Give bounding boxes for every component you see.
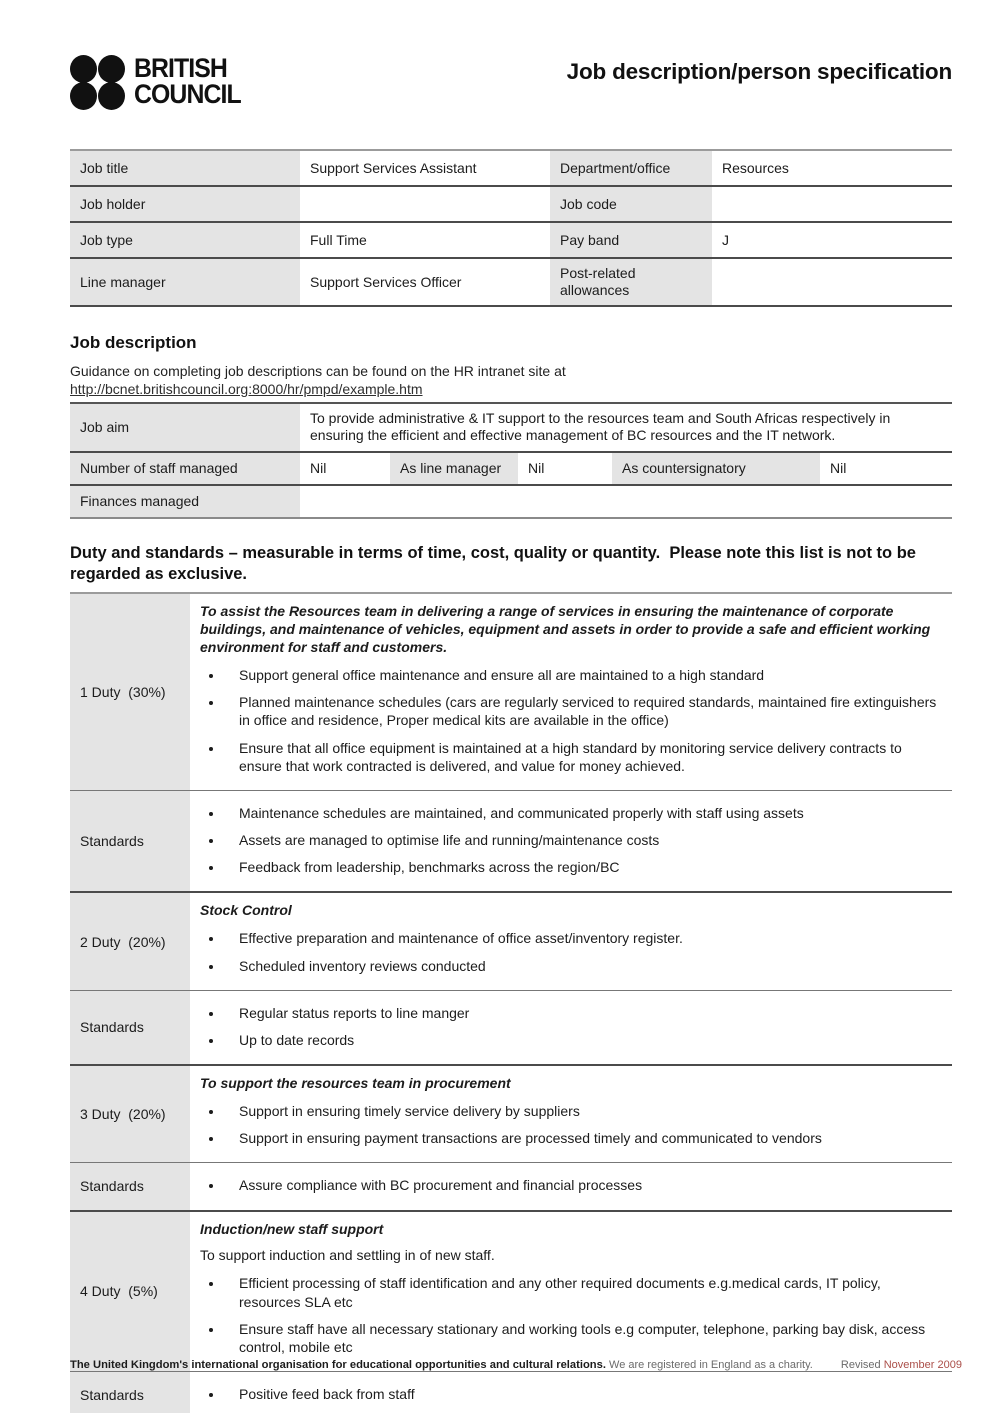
guidance-text	[70, 362, 952, 398]
job-holder-value	[300, 186, 550, 222]
job-type-value: Full Time	[310, 232, 367, 248]
job-aim-table	[70, 402, 952, 519]
duty-3-bullet-list	[200, 1102, 944, 1147]
job-holder-label: Job holder	[70, 186, 300, 222]
table-row	[70, 258, 952, 306]
line-manager-value: Support Services Officer	[310, 273, 462, 290]
duty-4-note: To support induction and settling in of new staff.	[200, 1247, 495, 1264]
duty-3-label: 3 Duty (20%)	[70, 1065, 190, 1163]
logo-dot-icon	[70, 55, 97, 83]
page-title: Job description/person specification	[566, 59, 952, 84]
logo-word-british: BRITISH	[134, 53, 227, 84]
job-code-value	[712, 186, 952, 222]
logo-dots-icon	[70, 55, 125, 109]
job-aim-label: Job aim	[70, 403, 300, 452]
table-row-standards-1	[70, 790, 952, 892]
list-item: • Assure compliance with BC procurement and financial processes	[224, 1176, 944, 1194]
as-countersignatory-label: As countersignatory	[612, 452, 820, 485]
table-row-standards-3	[70, 1163, 952, 1211]
standards-3-label: Standards	[70, 1163, 190, 1211]
post-related-allowances-label: Post-related allowances	[550, 258, 712, 306]
department-office-value: Resources	[722, 160, 789, 176]
list-item: • Assets are managed to optimise life and running/maintenance costs	[224, 831, 944, 849]
as-line-manager-value: Nil	[528, 459, 545, 476]
footer-charity-text	[70, 1358, 813, 1373]
footer-registered-text: We are registered in England as a charity.	[609, 1359, 813, 1371]
staff-managed-label: Number of staff managed	[70, 452, 300, 485]
revised-date: November 2009	[883, 1359, 962, 1371]
revised-label: Revised	[840, 1359, 881, 1371]
duty-standards-table	[70, 592, 952, 1413]
duty-1-label: 1 Duty (30%)	[70, 593, 190, 790]
logo-word-council: COUNCIL	[134, 79, 241, 109]
pay-band-label: Pay band	[550, 222, 712, 258]
standards-4-content	[190, 1372, 952, 1413]
duty-2-intro: Stock Control	[200, 902, 292, 919]
duty-3-content	[190, 1065, 952, 1163]
list-item: • Scheduled inventory reviews conducted	[224, 957, 944, 975]
list-item: • Feedback from leadership, benchmarks across the region/BC	[224, 858, 944, 876]
duty-2-label: 2 Duty (20%)	[70, 892, 190, 990]
standards-1-content	[190, 790, 952, 892]
list-item: • Regular status reports to line manger	[224, 1004, 944, 1022]
table-row	[70, 150, 952, 186]
footer-revised	[841, 1358, 962, 1372]
list-item: • Positive feed back from staff	[224, 1385, 944, 1403]
duty-4-intro: Induction/new staff support	[200, 1220, 384, 1237]
guidance-sentence: Guidance on completing job descriptions can be found on the HR intranet site at	[70, 362, 566, 379]
table-row	[70, 403, 952, 452]
table-row	[70, 222, 952, 258]
logo-dot-icon	[98, 82, 125, 110]
list-item: • Effective preparation and maintenance of office asset/inventory register.	[224, 929, 944, 947]
finances-managed-label: Finances managed	[70, 485, 300, 518]
table-row-duty-2	[70, 892, 952, 990]
list-item: • Support general office maintenance and ensure all are maintained to a high standard	[224, 666, 944, 684]
duty-1-intro: To assist the Resources team in delivering a range of services in ensuring the maintenance of corporate buildings, and maintenance of vehicles, equipment and assets in order to provide a safe and efficient working environment for staff and customers.	[200, 603, 931, 656]
job-info-table	[70, 149, 952, 307]
standards-3-bullet-list	[200, 1176, 944, 1194]
footer-organisation-text: The United Kingdom's international organisation for educational opportunities and cultural relations.	[70, 1359, 606, 1371]
as-line-manager-label: As line manager	[390, 452, 518, 485]
duty-4-label: 4 Duty (5%)	[70, 1211, 190, 1372]
duty-1-content	[190, 593, 952, 790]
standards-1-bullet-list	[200, 804, 944, 877]
duty-2-content	[190, 892, 952, 990]
list-item: • Planned maintenance schedules (cars are regularly serviced to required standards, maintained fire extinguishers in office and residence, Proper medical kits are available in the office)	[224, 693, 944, 729]
standards-4-label: Standards	[70, 1372, 190, 1413]
post-related-allowances-value	[712, 258, 952, 306]
document-header	[70, 55, 952, 109]
duty-standards-heading: Duty and standards – measurable in terms of time, cost, quality or quantity. Please note this list is not to be regarded as exclusive.	[70, 543, 921, 583]
british-council-logo	[70, 55, 250, 109]
hr-intranet-link[interactable]: http://bcnet.britishcouncil.org:8000/hr/pmpd/example.htm	[70, 380, 423, 397]
table-row	[70, 485, 952, 518]
table-row	[70, 186, 952, 222]
job-title-label: Job title	[70, 150, 300, 186]
duty-4-content	[190, 1211, 952, 1372]
standards-4-bullet-list	[200, 1385, 944, 1403]
table-row-duty-1	[70, 593, 952, 790]
list-item: • Ensure that all office equipment is maintained at a high standard by monitoring service delivery contracts to ensure that work contracted is delivered, and value for money achieved.	[224, 739, 944, 775]
standards-2-bullet-list	[200, 1004, 944, 1049]
table-row-duty-4	[70, 1211, 952, 1372]
pay-band-value: J	[722, 232, 729, 248]
logo-dot-icon	[70, 82, 97, 110]
list-item: • Up to date records	[224, 1031, 944, 1049]
list-item: • Maintenance schedules are maintained, and communicated properly with staff using assets	[224, 804, 944, 822]
logo-wordmark	[134, 53, 250, 109]
standards-1-label: Standards	[70, 790, 190, 892]
job-code-label: Job code	[550, 186, 712, 222]
duty-3-intro: To support the resources team in procurement	[200, 1075, 511, 1092]
line-manager-label: Line manager	[70, 258, 300, 306]
standards-2-label: Standards	[70, 990, 190, 1065]
job-title-value: Support Services Assistant	[310, 160, 477, 176]
duty-1-bullet-list	[200, 666, 944, 775]
list-item: • Efficient processing of staff identification and any other required documents e.g.medical cards, IT policy, resources SLA etc	[224, 1274, 944, 1310]
logo-dot-icon	[98, 55, 125, 83]
list-item: • Ensure staff have all necessary stationary and working tools e.g computer, telephone, parking bay disk, access control, mobile etc	[224, 1320, 944, 1356]
table-row-duty-3	[70, 1065, 952, 1163]
standards-3-content	[190, 1163, 952, 1211]
standards-2-content	[190, 990, 952, 1065]
table-row-standards-2	[70, 990, 952, 1065]
duty-4-bullet-list	[200, 1274, 944, 1356]
job-description-heading: Job description	[70, 332, 197, 352]
table-row	[70, 452, 952, 485]
job-aim-value: To provide administrative & IT support to the resources team and South Africas respectively in ensuring the efficient and effective management of BC resources and the IT network.	[310, 409, 891, 444]
table-row-standards-4	[70, 1372, 952, 1413]
page-footer	[70, 1358, 962, 1373]
staff-managed-value: Nil	[310, 459, 327, 476]
duty-2-bullet-list	[200, 929, 944, 974]
list-item: • Support in ensuring payment transactions are processed timely and communicated to vendors	[224, 1129, 944, 1147]
department-office-label: Department/office	[550, 150, 712, 186]
list-item: • Support in ensuring timely service delivery by suppliers	[224, 1102, 944, 1120]
job-type-label: Job type	[70, 222, 300, 258]
as-countersignatory-value: Nil	[830, 459, 847, 476]
finances-managed-value	[300, 485, 952, 518]
